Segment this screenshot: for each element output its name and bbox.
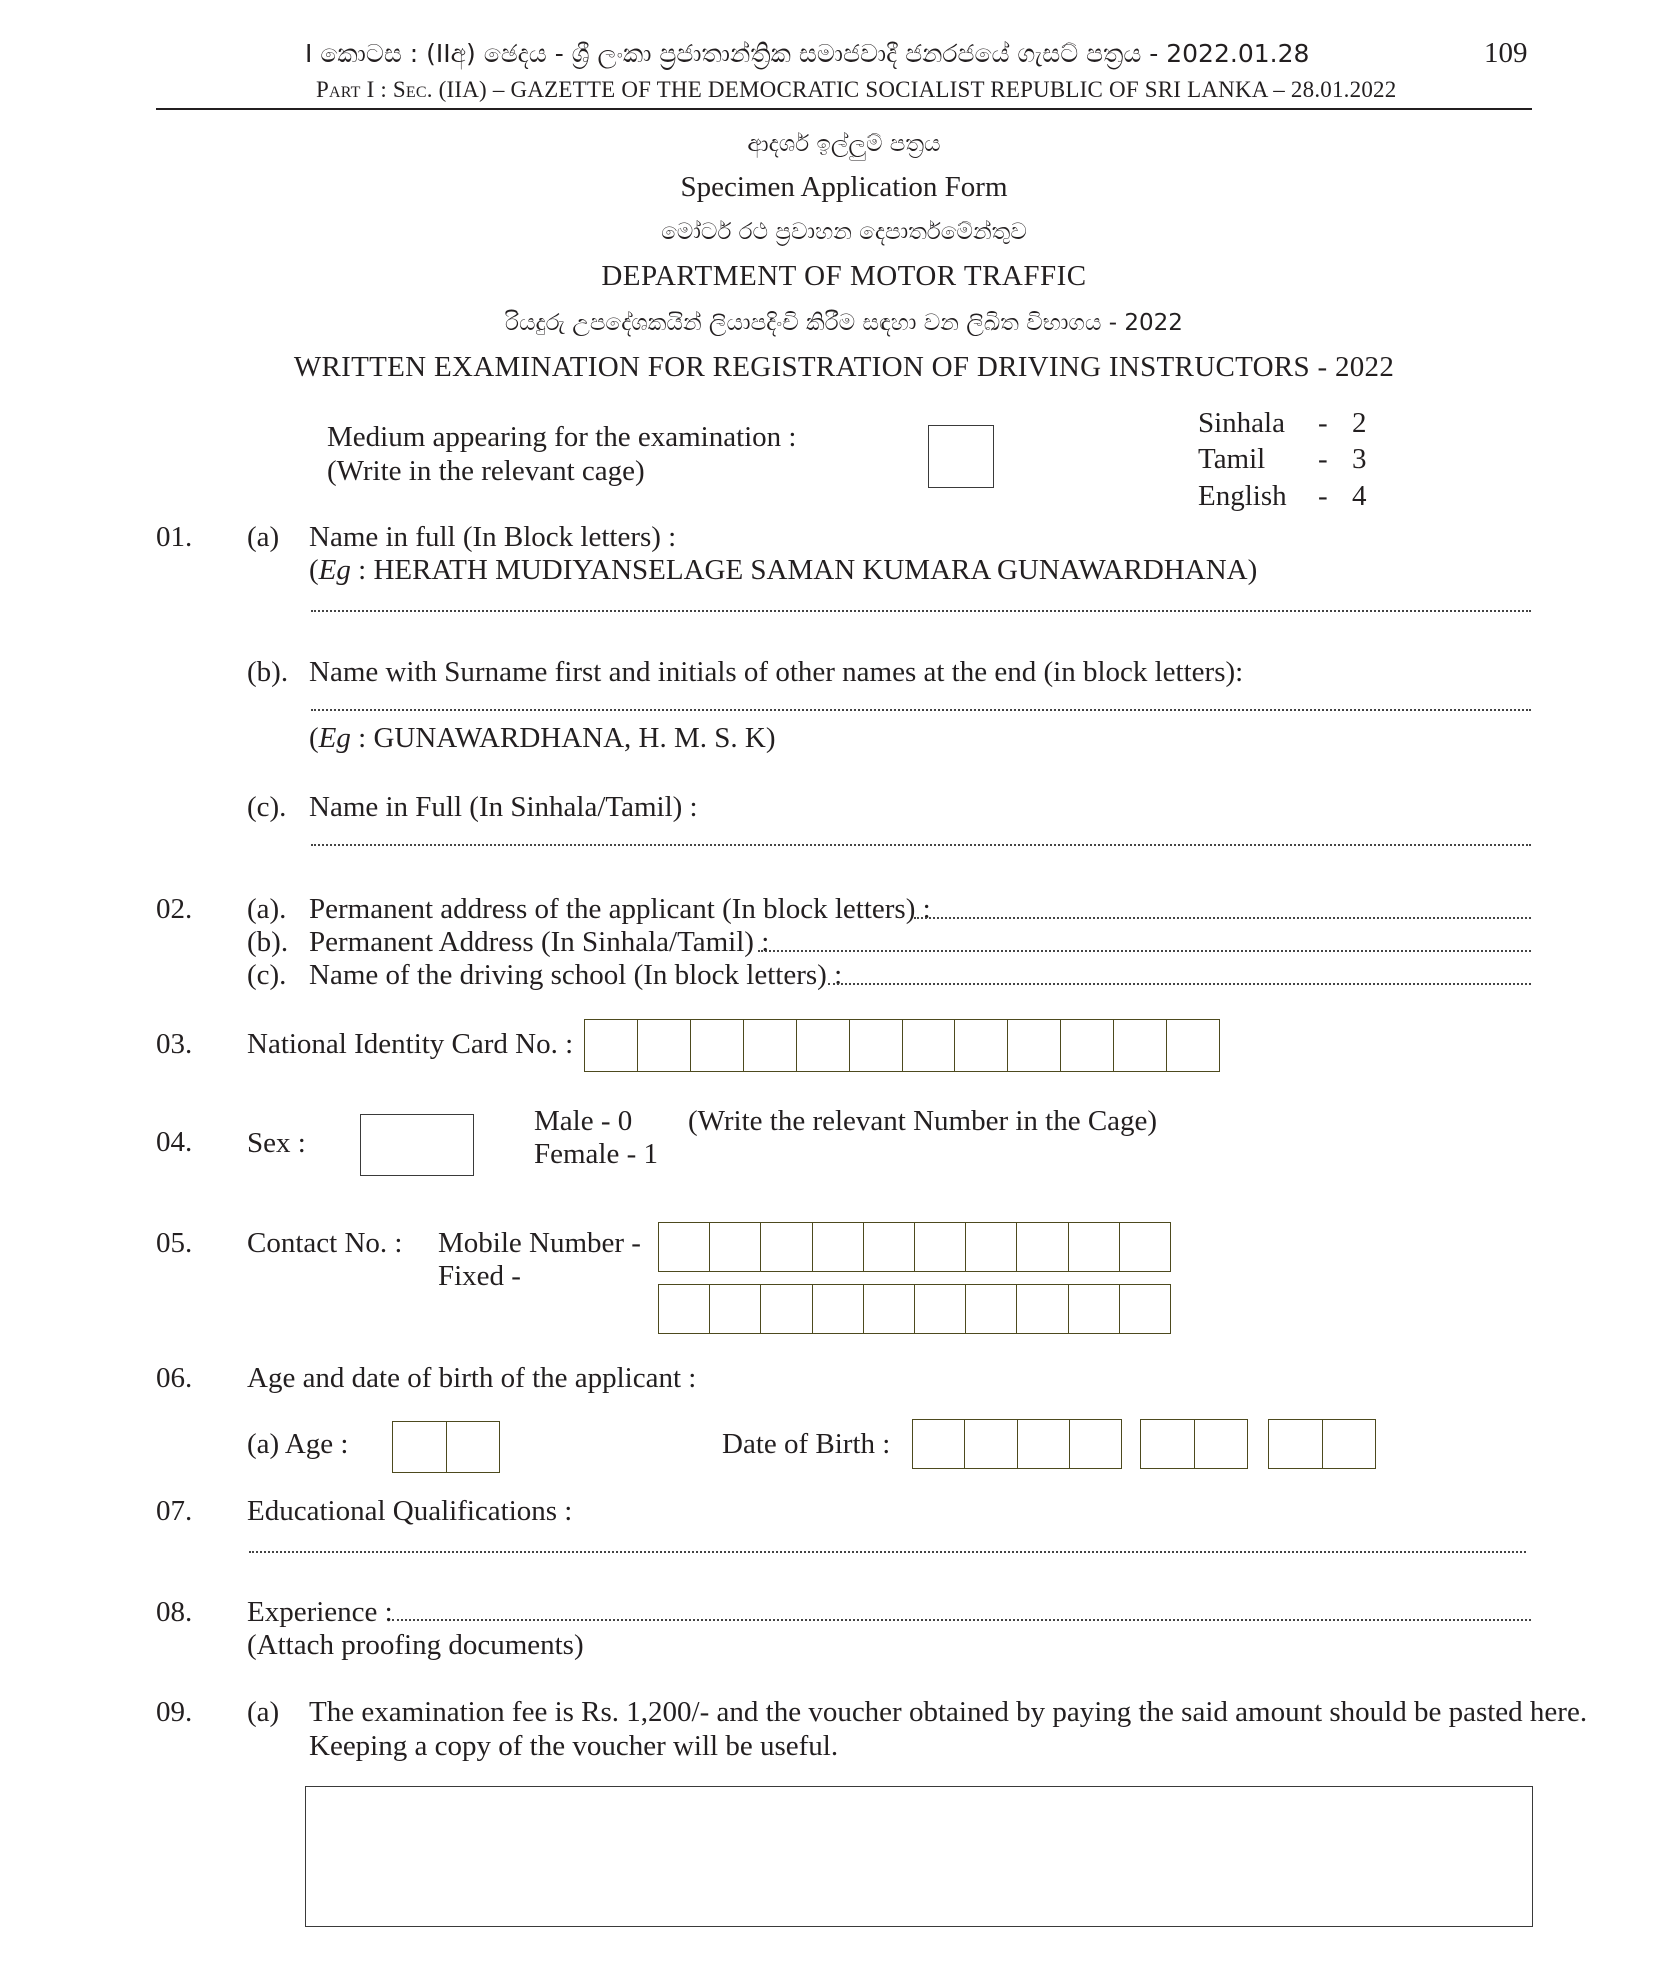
q07-write-line[interactable] — [249, 1551, 1526, 1553]
q07-number: 07. — [156, 1495, 193, 1527]
gazette-header-english: Part I : Sec. (IIA) – GAZETTE OF THE DEMOCRATIC SOCIALIST REPUBLIC OF SRI LANKA – 28.01.2022 — [316, 77, 1397, 102]
q07-text: Educational Qualifications : — [247, 1495, 573, 1527]
dob-year-cells[interactable] — [912, 1419, 1122, 1469]
q01b-text: Name with Surname first and initials of other names at the end (in block letters): — [309, 656, 1244, 688]
exam-title: WRITTEN EXAMINATION FOR REGISTRATION OF DRIVING INSTRUCTORS - 2022 — [293, 351, 1395, 383]
dob-label: Date of Birth : — [722, 1428, 891, 1460]
gazette-header-sinhala: I කොටස : (IIඅ) ඡෙදය - ශ්‍රී ලංකා ප්‍රජාතාන්ත්‍රික සමාජවාදී ජනරජයේ ගැසට් පත්‍රය - 2022.01.28 — [305, 39, 1310, 68]
q08-text: Experience : — [247, 1596, 393, 1628]
mobile-number-label: Mobile Number - — [438, 1227, 641, 1259]
q01-number: 01. — [156, 521, 193, 553]
q03-number: 03. — [156, 1028, 193, 1060]
q01c-write-line[interactable] — [311, 844, 1531, 846]
fixed-number-label: Fixed - — [438, 1260, 521, 1292]
medium-cage[interactable] — [928, 425, 994, 488]
department-title-sinhala: මෝටර් රථ ප්‍රවාහන දෙපාර්තමේන්තුව — [661, 219, 1027, 245]
q08-number: 08. — [156, 1596, 193, 1628]
header-rule — [156, 108, 1532, 110]
medium-option-name: English — [1198, 480, 1287, 512]
q02c-write-line[interactable] — [828, 983, 1531, 985]
specimen-title-sinhala: ආදර්ශ ඉල්ලුම් පත්‍රය — [747, 131, 941, 157]
exam-title-sinhala: රියදුරු උපදේශකයින් ලියාපදිංචි කිරීම සඳහා වන ලිඛිත විභාගය - 2022 — [505, 310, 1183, 336]
medium-label: Medium appearing for the examination : — [327, 421, 797, 453]
q02-number: 02. — [156, 893, 193, 925]
q01a-label: (a) — [247, 521, 280, 553]
q05-text: Contact No. : — [247, 1227, 403, 1259]
q02a-text: Permanent address of the applicant (In block letters) : — [309, 893, 931, 925]
sex-cage[interactable] — [360, 1114, 474, 1176]
q01a-write-line[interactable] — [311, 610, 1531, 612]
q01b-write-line[interactable] — [311, 709, 1531, 711]
fixed-number-cells[interactable] — [658, 1284, 1171, 1334]
nic-number-cells[interactable] — [584, 1019, 1220, 1072]
q06-text: Age and date of birth of the applicant : — [247, 1362, 697, 1394]
q01c-text: Name in Full (In Sinhala/Tamil) : — [309, 791, 698, 823]
q02c-text: Name of the driving school (In block letters) : — [309, 959, 843, 991]
medium-option-dash: - — [1318, 443, 1328, 475]
q01a-text: Name in full (In Block letters) : — [309, 521, 677, 553]
medium-option-name: Sinhala — [1198, 407, 1285, 439]
q09a-label: (a) — [247, 1696, 280, 1728]
q02b-text: Permanent Address (In Sinhala/Tamil) : — [309, 926, 770, 958]
sex-option-male: Male - 0 — [534, 1105, 633, 1137]
medium-hint: (Write in the relevant cage) — [327, 455, 645, 487]
medium-option-name: Tamil — [1198, 443, 1266, 475]
q04-number: 04. — [156, 1126, 193, 1158]
q02c-label: (c). — [247, 959, 287, 991]
medium-option-code: 3 — [1352, 443, 1367, 475]
medium-option-code: 2 — [1352, 407, 1367, 439]
voucher-paste-area[interactable] — [305, 1786, 1533, 1927]
q02a-write-line[interactable] — [914, 917, 1531, 919]
q01a-example: (Eg : HERATH MUDIYANSELAGE SAMAN KUMARA GUNAWARDHANA) — [309, 554, 1258, 586]
q01b-example: (Eg : GUNAWARDHANA, H. M. S. K) — [309, 722, 776, 754]
medium-option-dash: - — [1318, 407, 1328, 439]
sex-option-female: Female - 1 — [534, 1138, 659, 1170]
q05-number: 05. — [156, 1227, 193, 1259]
dob-day-cells[interactable] — [1268, 1419, 1376, 1469]
department-title: DEPARTMENT OF MOTOR TRAFFIC — [601, 260, 1087, 292]
specimen-title: Specimen Application Form — [680, 171, 1008, 203]
q02a-label: (a). — [247, 893, 287, 925]
page-number: 109 — [1484, 37, 1528, 69]
q02b-label: (b). — [247, 926, 289, 958]
q08-write-line[interactable] — [392, 1619, 1531, 1621]
medium-option-code: 4 — [1352, 480, 1367, 512]
medium-option-dash: - — [1318, 480, 1328, 512]
age-label: (a) Age : — [247, 1428, 349, 1460]
q01c-label: (c). — [247, 791, 287, 823]
q09a-line2: Keeping a copy of the voucher will be useful. — [309, 1730, 839, 1762]
q02b-write-line[interactable] — [758, 950, 1531, 952]
dob-month-cells[interactable] — [1140, 1419, 1248, 1469]
age-cells[interactable] — [392, 1421, 500, 1473]
q06-number: 06. — [156, 1362, 193, 1394]
q01b-label: (b). — [247, 656, 289, 688]
q09a-line1: The examination fee is Rs. 1,200/- and the voucher obtained by paying the said amount should be pasted here. — [309, 1696, 1588, 1728]
q03-text: National Identity Card No. : — [247, 1028, 574, 1060]
q08-attach-note: (Attach proofing documents) — [247, 1629, 584, 1661]
sex-hint: (Write the relevant Number in the Cage) — [688, 1105, 1158, 1137]
mobile-number-cells[interactable] — [658, 1222, 1171, 1272]
q04-text: Sex : — [247, 1127, 306, 1159]
q09-number: 09. — [156, 1696, 193, 1728]
